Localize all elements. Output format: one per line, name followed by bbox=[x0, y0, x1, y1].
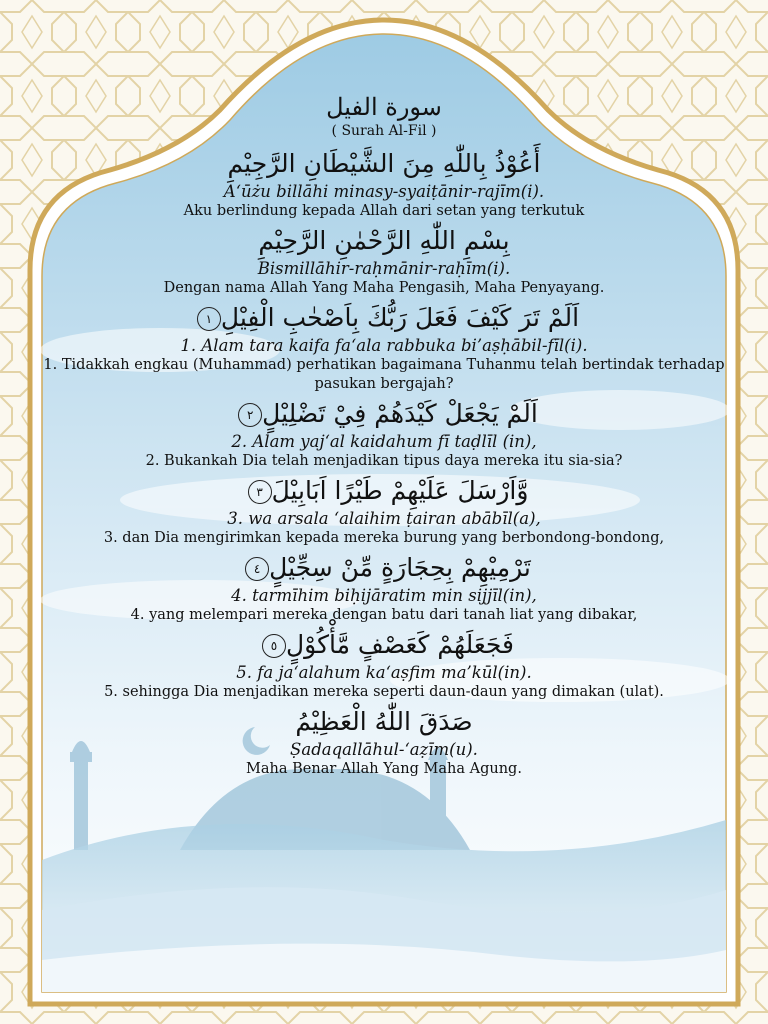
verse-3 bbox=[40, 473, 728, 548]
surah-content bbox=[40, 88, 728, 781]
verse-number-mark: ٤ bbox=[245, 557, 269, 581]
transliteration: 1. Alam tara kaifa fa‘ala rabbuka bi’aṣḥābil-fīl(i). bbox=[180, 336, 588, 355]
translation: 4. yang melempari mereka dengan batu dari tanah liat yang dibakar, bbox=[130, 607, 638, 623]
transliteration: 2. Alam yaj‘al kaidahum fī taḍlīl (in), bbox=[231, 432, 537, 451]
arabic-text bbox=[40, 627, 728, 663]
arabic-text: بِسْمِ اللّٰهِ الرَّحْمٰنِ الرَّحِيْمِ bbox=[258, 226, 510, 255]
verse-number-mark: ١ bbox=[197, 307, 221, 331]
transliteration: Bismillāhir-raḥmānir-raḥīm(i). bbox=[257, 259, 511, 278]
translation: 2. Bukankah Dia telah menjadikan tipus daya mereka itu sia-sia? bbox=[145, 453, 623, 469]
surah-title-arabic: سورة الفيل bbox=[326, 93, 442, 121]
verse-arabic: تَرْمِيْهِمْ بِحِجَارَةٍ مِّنْ سِجِّيْلٍ bbox=[269, 553, 531, 582]
arabic-text bbox=[40, 550, 728, 586]
verse-number-mark: ٥ bbox=[262, 634, 286, 658]
translation: 5. sehingga Dia menjadikan mereka seperti daun-daun yang dimakan (ulat). bbox=[104, 684, 664, 700]
verse-number-mark: ٢ bbox=[238, 403, 262, 427]
closing-block bbox=[40, 704, 728, 779]
transliteration: 3. wa arsala ‘alaihim ṭairan abābīl(a), bbox=[227, 509, 541, 528]
translation: Dengan nama Allah Yang Maha Pengasih, Maha Penyayang. bbox=[163, 280, 605, 296]
verse-1 bbox=[40, 300, 728, 394]
surah-title-latin: ( Surah Al-Fil ) bbox=[331, 123, 437, 139]
transliteration: 5. fa ja‘alahum ka‘aṣfim ma’kūl(in). bbox=[236, 663, 532, 682]
verse-number-mark: ٣ bbox=[248, 480, 272, 504]
basmala-block bbox=[40, 223, 728, 298]
verse-arabic: وَّاَرْسَلَ عَلَيْهِمْ طَيْرًا اَبَابِيْلَ bbox=[271, 476, 529, 505]
translation: 1. Tidakkah engkau (Muhammad) perhatikan bagaimana Tuhanmu telah bertindak terhadap pasukan bergajah? bbox=[43, 357, 725, 392]
taawudh-block bbox=[40, 146, 728, 221]
translation: Aku berlindung kepada Allah dari setan yang terkutuk bbox=[183, 203, 585, 219]
verse-arabic: اَلَمْ يَجْعَلْ كَيْدَهُمْ فِيْ تَضْلِيْلٍ bbox=[262, 399, 538, 428]
arabic-text bbox=[40, 396, 728, 432]
arabic-text bbox=[40, 473, 728, 509]
verse-5 bbox=[40, 627, 728, 702]
translation: 3. dan Dia mengirimkan kepada mereka burung yang berbondong-bondong, bbox=[103, 530, 665, 546]
verse-4 bbox=[40, 550, 728, 625]
arabic-text: صَدَقَ اللّٰهُ الْعَظِيْمُ bbox=[295, 707, 473, 736]
verse-arabic: اَلَمْ تَرَ كَيْفَ فَعَلَ رَبُّكَ بِاَصْحٰبِ الْفِيْلِ bbox=[220, 303, 580, 332]
arabic-text: أَعُوْذُ بِاللّٰهِ مِنَ الشَّيْطَانِ الرَّجِيْمِ bbox=[227, 149, 541, 178]
translation: Maha Benar Allah Yang Maha Agung. bbox=[246, 761, 522, 777]
transliteration: Ṣadaqallāhul-‘aẓīm(u). bbox=[290, 740, 478, 759]
verse-2 bbox=[40, 396, 728, 471]
transliteration: 4. tarmīhim biḥijāratim min sijjīl(in), bbox=[231, 586, 537, 605]
transliteration: A‘ūżu billāhi minasy-syaiṭānir-rajīm(i). bbox=[223, 182, 545, 201]
verse-arabic: فَجَعَلَهُمْ كَعَصْفٍ مَّأْكُوْلٍ bbox=[286, 630, 514, 659]
arabic-text bbox=[40, 300, 728, 336]
